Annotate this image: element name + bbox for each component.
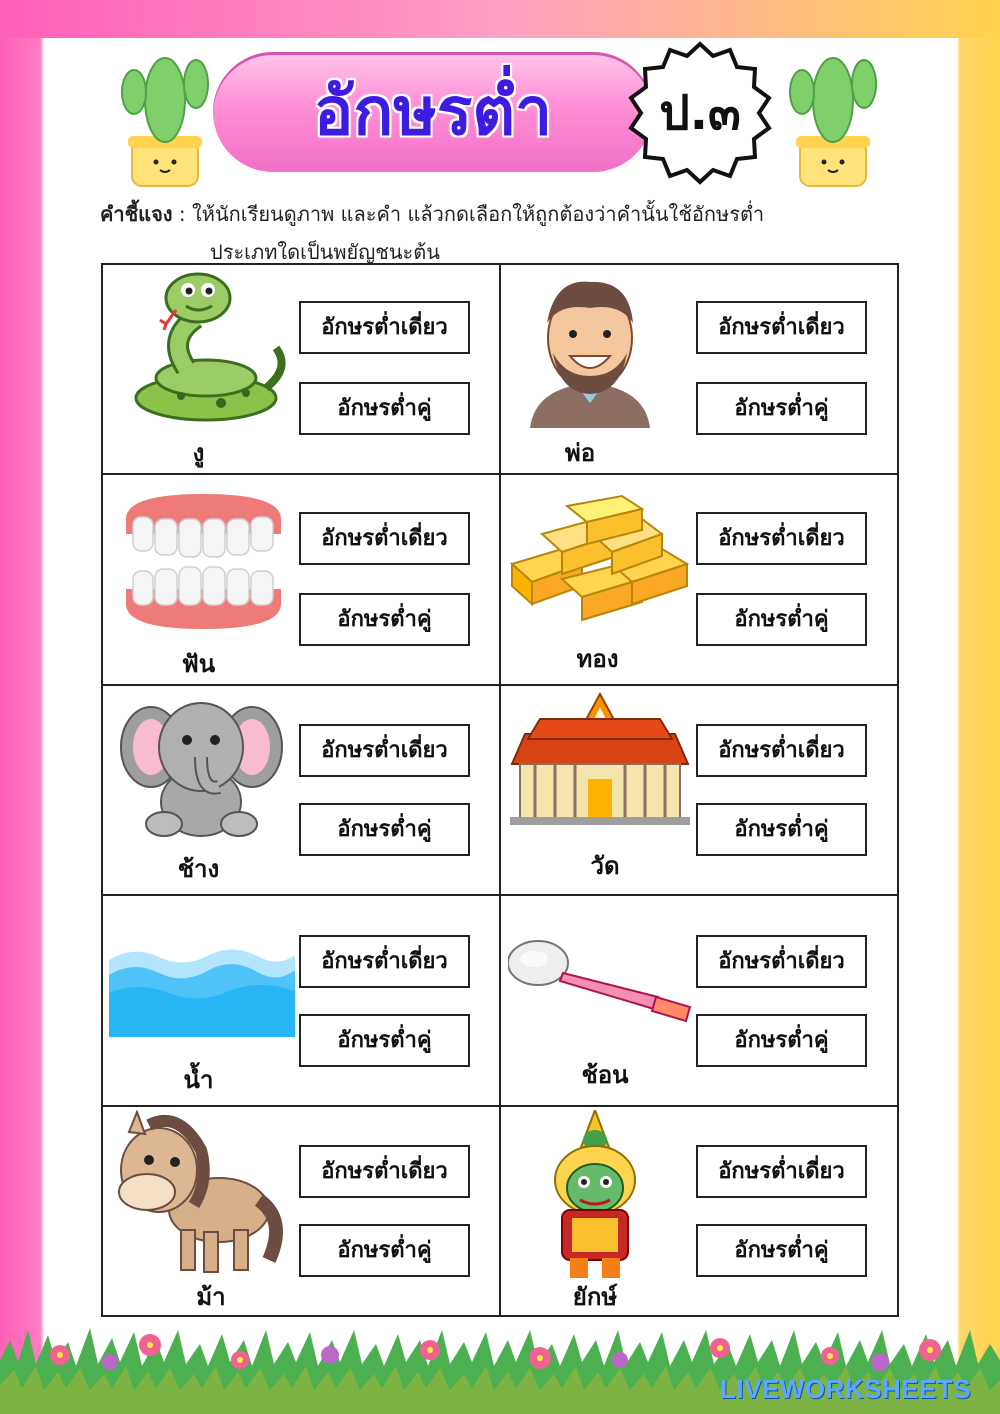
option-pair-button[interactable]: อักษรต่ำคู่ bbox=[299, 1014, 470, 1067]
teeth-icon bbox=[121, 489, 286, 634]
temple-icon bbox=[510, 689, 690, 829]
watermark-logo: LIVEWORKSHEETS bbox=[720, 1374, 972, 1404]
option-single-button[interactable]: อักษรต่ำเดี่ยว bbox=[299, 935, 470, 988]
option-single-button[interactable]: อักษรต่ำเดี่ยว bbox=[299, 512, 470, 565]
option-pair-button[interactable]: อักษรต่ำคู่ bbox=[696, 1014, 867, 1067]
elephant-icon bbox=[119, 692, 284, 842]
instructions bbox=[100, 195, 920, 271]
option-pair-button[interactable]: อักษรต่ำคู่ bbox=[299, 593, 470, 646]
cactus-icon bbox=[778, 40, 888, 190]
question-cell-gold bbox=[500, 474, 898, 684]
option-single-button[interactable]: อักษรต่ำเดี่ยว bbox=[696, 724, 867, 777]
item-word: ยักษ์ bbox=[572, 1283, 618, 1311]
question-cell-spoon bbox=[500, 895, 898, 1105]
option-single-button[interactable]: อักษรต่ำเดี่ยว bbox=[696, 512, 867, 565]
item-word: ฟัน bbox=[181, 650, 216, 678]
father-icon bbox=[525, 268, 655, 428]
option-pair-button[interactable]: อักษรต่ำคู่ bbox=[299, 1224, 470, 1277]
snake-icon bbox=[126, 268, 296, 428]
horse-icon bbox=[109, 1110, 289, 1278]
item-word: ช้อน bbox=[581, 1061, 629, 1089]
option-pair-button[interactable]: อักษรต่ำคู่ bbox=[696, 803, 867, 856]
instructions-label: คำชี้แจง bbox=[100, 202, 173, 226]
question-cell-elephant bbox=[101, 684, 499, 894]
item-word: ทอง bbox=[576, 645, 619, 673]
option-single-button[interactable]: อักษรต่ำเดี่ยว bbox=[299, 301, 470, 354]
item-word: วัด bbox=[590, 852, 620, 880]
question-cell-temple bbox=[500, 684, 898, 894]
option-single-button[interactable]: อักษรต่ำเดี่ยว bbox=[696, 935, 867, 988]
option-pair-button[interactable]: อักษรต่ำคู่ bbox=[299, 382, 470, 435]
question-cell-father bbox=[500, 263, 898, 473]
question-cell-water bbox=[101, 895, 499, 1105]
question-cell-teeth bbox=[101, 474, 499, 684]
question-cell-giant bbox=[500, 1105, 898, 1315]
option-single-button[interactable]: อักษรต่ำเดี่ยว bbox=[696, 301, 867, 354]
instructions-text-line2: ประเภทใดเป็นพยัญชนะต้น bbox=[210, 240, 440, 264]
water-icon bbox=[109, 945, 295, 1037]
option-pair-button[interactable]: อักษรต่ำคู่ bbox=[299, 803, 470, 856]
spoon-icon bbox=[508, 935, 694, 1025]
gold-bars-icon bbox=[502, 494, 692, 624]
option-pair-button[interactable]: อักษรต่ำคู่ bbox=[696, 382, 867, 435]
grade-label: ป.๓ bbox=[659, 85, 741, 141]
instructions-text: : ให้นักเรียนดูภาพ และคำ แล้วกดเลือกให้ถูกต้องว่าคำนั้นใช้อักษรต่ำ bbox=[178, 202, 765, 226]
option-pair-button[interactable]: อักษรต่ำคู่ bbox=[696, 593, 867, 646]
top-border bbox=[0, 0, 1000, 38]
question-cell-horse bbox=[101, 1105, 499, 1315]
item-word: ม้า bbox=[196, 1283, 226, 1311]
item-word: น้ำ bbox=[183, 1066, 214, 1094]
option-single-button[interactable]: อักษรต่ำเดี่ยว bbox=[696, 1145, 867, 1198]
option-single-button[interactable]: อักษรต่ำเดี่ยว bbox=[299, 724, 470, 777]
page-title: อักษรต่ำ bbox=[313, 73, 553, 150]
question-cell-snake bbox=[101, 263, 499, 473]
item-word: ช้าง bbox=[177, 855, 220, 883]
item-word: งู bbox=[192, 439, 205, 467]
giant-icon bbox=[540, 1110, 650, 1280]
cactus-icon bbox=[110, 40, 220, 190]
option-pair-button[interactable]: อักษรต่ำคู่ bbox=[696, 1224, 867, 1277]
option-single-button[interactable]: อักษรต่ำเดี่ยว bbox=[299, 1145, 470, 1198]
item-word: พ่อ bbox=[564, 439, 596, 467]
